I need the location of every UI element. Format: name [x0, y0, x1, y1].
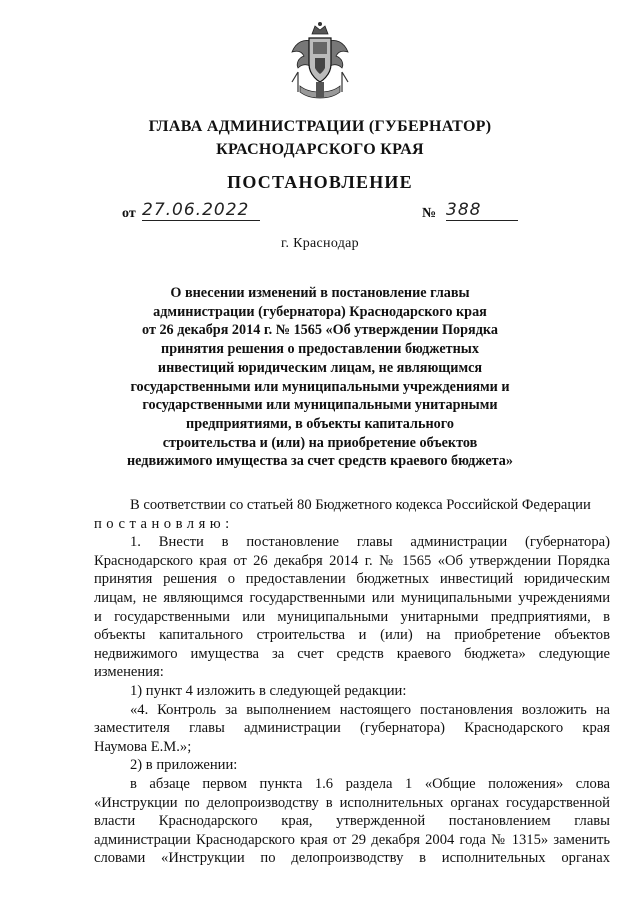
- body-line: словами «Инструкции по делопроизводству в исполнительных органах: [94, 850, 610, 867]
- org-title-line-2: КРАСНОДАРСКОГО КРАЯ: [216, 141, 424, 158]
- date-label: от: [122, 206, 136, 221]
- body-line: «Инструкции по делопроизводству в исполнительных органах государственной: [94, 794, 610, 811]
- coat-of-arms: [290, 20, 350, 104]
- body-line: власти Краснодарского края, утвержденной постановлением главы: [94, 813, 610, 830]
- body-line: Краснодарского края от 26 декабря 2014 г. № 1565 «Об утверждении Порядка: [94, 552, 610, 569]
- date-value: 27.06.2022: [142, 200, 260, 221]
- org-title-line-1: ГЛАВА АДМИНИСТРАЦИИ (ГУБЕРНАТОР): [148, 118, 492, 135]
- body-line: заместителя главы администрации (губернатора) Краснодарского края: [94, 720, 610, 737]
- body-line: 1. Внести в постановление главы администрации (губернатора): [130, 534, 610, 551]
- title-line: администрации (губернатора) Краснодарского края: [153, 303, 487, 320]
- number-label: №: [422, 206, 437, 221]
- body-line: принятия решения о предоставлении бюджетных инвестиций юридическим: [94, 571, 610, 588]
- body-line: лицам, не являющимся государственными или муниципальными учреждениями: [94, 589, 610, 606]
- title-line: строительства и (или) на приобретение объектов: [162, 434, 478, 451]
- number-value: 388: [446, 200, 518, 221]
- title-line: недвижимого имущества за счет средств краевого бюджета»: [127, 453, 513, 470]
- body-line: Наумова Е.М.»;: [94, 738, 192, 755]
- title-line: О внесении изменений в постановление главы: [170, 285, 470, 301]
- title-line: государственными или муниципальными унитарными: [142, 397, 498, 414]
- body-line: объекты капитального строительства и (или) на приобретение объектов: [94, 627, 610, 644]
- title-line: инвестиций юридическим лицам, не являющимся: [157, 359, 483, 376]
- body-line: изменения:: [94, 664, 164, 681]
- body-line: и государственными или муниципальными унитарными предприятиями, в: [94, 608, 610, 625]
- body-line: В соответствии со статьей 80 Бюджетного кодекса Российской Федерации: [130, 497, 591, 513]
- krasnodar-krai-coat-of-arms-icon: [290, 20, 350, 104]
- body-line: администрации Краснодарского края от 29 декабря 2004 года № 1315» заменить: [94, 831, 610, 848]
- body-line: в абзаце первом пункта 1.6 раздела 1 «Общие положения» слова: [130, 775, 610, 792]
- title-line: государственными или муниципальными учреждениями и: [130, 378, 510, 395]
- body-line: «4. Контроль за выполнением настоящего постановления возложить на: [130, 701, 610, 718]
- resolution-title: [100, 284, 540, 471]
- title-line: принятия решения о предоставлении бюджетных: [161, 341, 479, 358]
- title-line: от 26 декабря 2014 г. № 1565 «Об утверждении Порядка: [142, 322, 498, 339]
- city: г. Краснодар: [281, 236, 359, 251]
- document-type: ПОСТАНОВЛЕНИЕ: [227, 172, 413, 192]
- body-line: 2) в приложении:: [130, 757, 238, 774]
- body-line: 1) пункт 4 изложить в следующей редакции:: [130, 682, 407, 699]
- document-body: [94, 496, 610, 868]
- title-line: предприятиями, в объекты капитального: [186, 415, 454, 432]
- body-line: недвижимого имущества за счет средств краевого бюджета» следующие: [94, 645, 610, 662]
- body-line-resolve: постановляю:: [94, 515, 234, 532]
